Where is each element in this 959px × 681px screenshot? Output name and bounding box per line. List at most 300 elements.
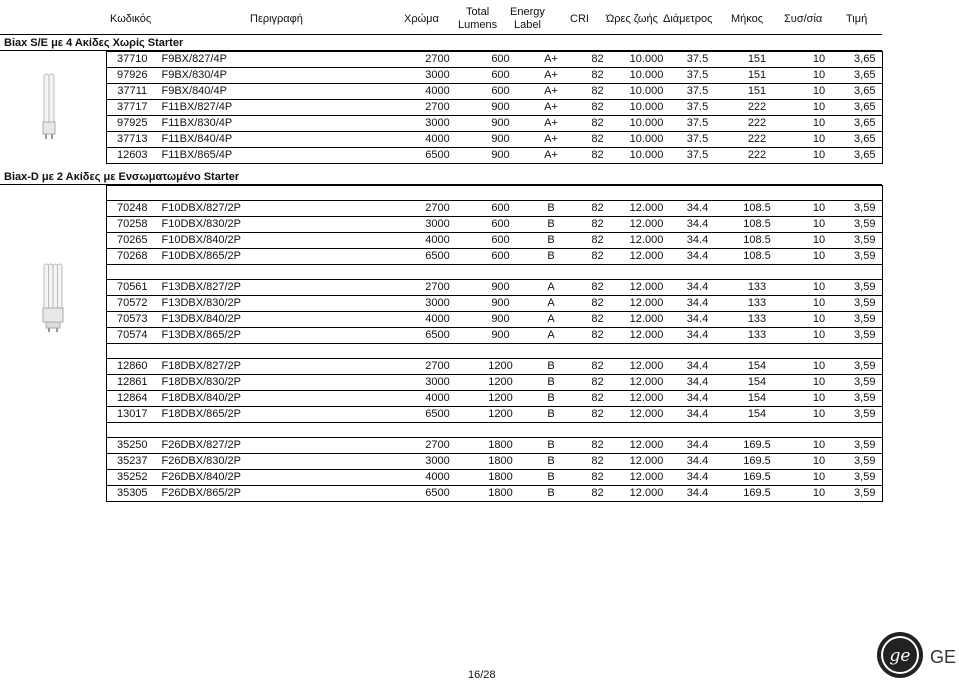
color-cell: 6500 — [403, 407, 473, 423]
price-cell: 3,59 — [848, 296, 883, 312]
energy-label-cell: A — [529, 328, 574, 344]
spacer-cell — [574, 186, 622, 201]
cri-cell: 82 — [574, 470, 622, 486]
table-row — [107, 296, 883, 312]
lumens-cell: 600 — [473, 68, 529, 84]
life-cell: 12.000 — [622, 296, 672, 312]
cri-cell: 82 — [574, 359, 622, 375]
spacer-cell — [529, 344, 574, 359]
table-row — [107, 454, 883, 470]
code-cell: 97926 — [107, 68, 158, 84]
description-cell: F11BX/865/4P — [158, 148, 403, 164]
description-cell: F11BX/830/4P — [158, 116, 403, 132]
diameter-cell: 34.4 — [672, 470, 724, 486]
color-cell: 6500 — [403, 328, 473, 344]
lumens-cell: 600 — [473, 249, 529, 265]
table-row — [107, 249, 883, 265]
code-cell: 35250 — [107, 438, 158, 454]
pack-cell: 10 — [791, 132, 848, 148]
spacer-cell — [724, 344, 791, 359]
pack-cell: 10 — [791, 359, 848, 375]
cri-cell: 82 — [574, 486, 622, 502]
price-cell: 3,59 — [848, 280, 883, 296]
description-cell: F18DBX/827/2P — [158, 359, 403, 375]
energy-label-cell: B — [529, 486, 574, 502]
spacer-cell — [158, 186, 403, 201]
spacer-cell — [622, 186, 672, 201]
life-cell: 10.000 — [622, 132, 672, 148]
length-cell: 222 — [724, 132, 791, 148]
price-cell: 3,65 — [848, 132, 883, 148]
table-row — [107, 280, 883, 296]
spacer-cell — [791, 423, 848, 438]
table-row — [107, 391, 883, 407]
spacer-cell — [529, 186, 574, 201]
energy-label-cell: A — [529, 280, 574, 296]
code-cell: 70248 — [107, 201, 158, 217]
description-cell: F10DBX/840/2P — [158, 233, 403, 249]
pack-cell: 10 — [791, 391, 848, 407]
energy-label-cell: A+ — [529, 100, 574, 116]
color-cell: 2700 — [403, 52, 473, 68]
price-cell: 3,59 — [848, 233, 883, 249]
ge-logo-text: GE — [930, 647, 957, 667]
cri-cell: 82 — [574, 407, 622, 423]
length-cell: 108.5 — [724, 249, 791, 265]
life-cell: 12.000 — [622, 375, 672, 391]
price-cell: 3,65 — [848, 84, 883, 100]
header-pack: Συσ/σία — [784, 13, 823, 25]
energy-label-cell: A+ — [529, 132, 574, 148]
pack-cell: 10 — [791, 233, 848, 249]
code-cell: 37710 — [107, 52, 158, 68]
code-cell: 12861 — [107, 375, 158, 391]
lumens-cell: 1800 — [473, 470, 529, 486]
table-row — [107, 132, 883, 148]
pack-cell: 10 — [791, 438, 848, 454]
energy-label-cell: B — [529, 438, 574, 454]
code-cell: 97925 — [107, 116, 158, 132]
length-cell: 133 — [724, 280, 791, 296]
table-biax-se — [106, 51, 883, 164]
description-cell: F9BX/827/4P — [158, 52, 403, 68]
lumens-cell: 1200 — [473, 391, 529, 407]
spacer-cell — [672, 265, 724, 280]
cri-cell: 82 — [574, 148, 622, 164]
spacer-cell — [473, 423, 529, 438]
life-cell: 10.000 — [622, 100, 672, 116]
lumens-cell: 600 — [473, 84, 529, 100]
length-cell: 133 — [724, 328, 791, 344]
lumens-cell: 900 — [473, 280, 529, 296]
group-spacer-row — [107, 423, 883, 438]
description-cell: F10DBX/865/2P — [158, 249, 403, 265]
energy-label-cell: A — [529, 296, 574, 312]
length-cell: 154 — [724, 359, 791, 375]
cri-cell: 82 — [574, 312, 622, 328]
length-cell: 154 — [724, 375, 791, 391]
diameter-cell: 37.5 — [672, 116, 724, 132]
price-cell: 3,65 — [848, 68, 883, 84]
header-lumens — [458, 6, 497, 32]
price-cell: 3,59 — [848, 375, 883, 391]
spacer-cell — [848, 265, 883, 280]
spacer-cell — [158, 423, 403, 438]
description-cell: F13DBX/840/2P — [158, 312, 403, 328]
diameter-cell: 34.4 — [672, 296, 724, 312]
code-cell: 70258 — [107, 217, 158, 233]
diameter-cell: 34.4 — [672, 280, 724, 296]
lumens-cell: 900 — [473, 148, 529, 164]
description-cell: F26DBX/840/2P — [158, 470, 403, 486]
energy-label-cell: B — [529, 407, 574, 423]
diameter-cell: 37.5 — [672, 132, 724, 148]
life-cell: 12.000 — [622, 391, 672, 407]
pack-cell: 10 — [791, 52, 848, 68]
table-row — [107, 328, 883, 344]
pack-cell: 10 — [791, 100, 848, 116]
description-cell: F13DBX/865/2P — [158, 328, 403, 344]
pack-cell: 10 — [791, 486, 848, 502]
spacer-cell — [791, 186, 848, 201]
cri-cell: 82 — [574, 375, 622, 391]
table-row — [107, 68, 883, 84]
cri-cell: 82 — [574, 454, 622, 470]
header-divider — [0, 34, 882, 35]
table-row — [107, 217, 883, 233]
lumens-cell: 1200 — [473, 407, 529, 423]
cri-cell: 82 — [574, 68, 622, 84]
cri-cell: 82 — [574, 280, 622, 296]
price-cell: 3,59 — [848, 201, 883, 217]
table-header — [0, 6, 959, 34]
pack-cell: 10 — [791, 84, 848, 100]
lumens-cell: 600 — [473, 233, 529, 249]
color-cell: 2700 — [403, 438, 473, 454]
spacer-cell — [473, 344, 529, 359]
spacer-cell — [107, 265, 158, 280]
life-cell: 12.000 — [622, 249, 672, 265]
life-cell: 12.000 — [622, 312, 672, 328]
description-cell: F13DBX/830/2P — [158, 296, 403, 312]
header-price: Τιμή — [846, 13, 868, 25]
color-cell: 3000 — [403, 375, 473, 391]
cri-cell: 82 — [574, 116, 622, 132]
table-row — [107, 375, 883, 391]
cri-cell: 82 — [574, 328, 622, 344]
color-cell: 4000 — [403, 470, 473, 486]
spacer-cell — [403, 423, 473, 438]
code-cell: 13017 — [107, 407, 158, 423]
description-cell: F26DBX/830/2P — [158, 454, 403, 470]
table-row — [107, 359, 883, 375]
life-cell: 12.000 — [622, 233, 672, 249]
group-spacer-row — [107, 186, 883, 201]
spacer-cell — [791, 265, 848, 280]
diameter-cell: 34.4 — [672, 454, 724, 470]
color-cell: 2700 — [403, 280, 473, 296]
spacer-cell — [107, 344, 158, 359]
price-cell: 3,59 — [848, 407, 883, 423]
pack-cell: 10 — [791, 407, 848, 423]
spacer-cell — [724, 265, 791, 280]
energy-label-cell: B — [529, 201, 574, 217]
description-cell: F10DBX/827/2P — [158, 201, 403, 217]
spacer-cell — [529, 265, 574, 280]
color-cell: 3000 — [403, 68, 473, 84]
spacer-cell — [473, 186, 529, 201]
table-row — [107, 52, 883, 68]
table-row — [107, 100, 883, 116]
description-cell: F9BX/830/4P — [158, 68, 403, 84]
diameter-cell: 34.4 — [672, 233, 724, 249]
price-cell: 3,59 — [848, 217, 883, 233]
lumens-cell: 900 — [473, 116, 529, 132]
color-cell: 4000 — [403, 84, 473, 100]
cri-cell: 82 — [574, 249, 622, 265]
lumens-cell: 1800 — [473, 486, 529, 502]
header-code: Κωδικός — [110, 13, 152, 25]
energy-label-cell: A+ — [529, 52, 574, 68]
diameter-cell: 34.4 — [672, 486, 724, 502]
lumens-cell: 1800 — [473, 454, 529, 470]
spacer-cell — [574, 344, 622, 359]
table-row — [107, 312, 883, 328]
length-cell: 222 — [724, 116, 791, 132]
header-energy-line1: Energy — [510, 6, 545, 18]
length-cell: 133 — [724, 312, 791, 328]
color-cell: 2700 — [403, 201, 473, 217]
price-cell: 3,59 — [848, 312, 883, 328]
price-cell: 3,65 — [848, 148, 883, 164]
length-cell: 169.5 — [724, 438, 791, 454]
spacer-cell — [574, 423, 622, 438]
color-cell: 3000 — [403, 454, 473, 470]
diameter-cell: 37.5 — [672, 68, 724, 84]
diameter-cell: 34.4 — [672, 201, 724, 217]
table-row — [107, 201, 883, 217]
pack-cell: 10 — [791, 312, 848, 328]
life-cell: 10.000 — [622, 116, 672, 132]
table-row — [107, 486, 883, 502]
price-cell: 3,65 — [848, 100, 883, 116]
energy-label-cell: B — [529, 249, 574, 265]
lumens-cell: 900 — [473, 312, 529, 328]
price-cell: 3,59 — [848, 454, 883, 470]
life-cell: 12.000 — [622, 407, 672, 423]
cri-cell: 82 — [574, 217, 622, 233]
description-cell: F26DBX/827/2P — [158, 438, 403, 454]
energy-label-cell: B — [529, 375, 574, 391]
diameter-cell: 37.5 — [672, 84, 724, 100]
header-life: Ώρες ζωής — [606, 13, 658, 25]
energy-label-cell: B — [529, 470, 574, 486]
price-cell: 3,59 — [848, 249, 883, 265]
spacer-cell — [529, 423, 574, 438]
spacer-cell — [622, 265, 672, 280]
life-cell: 10.000 — [622, 84, 672, 100]
life-cell: 12.000 — [622, 328, 672, 344]
diameter-cell: 34.4 — [672, 217, 724, 233]
color-cell: 3000 — [403, 217, 473, 233]
code-cell: 12864 — [107, 391, 158, 407]
header-diameter: Διάμετρος — [663, 13, 713, 25]
table-row — [107, 84, 883, 100]
length-cell: 133 — [724, 296, 791, 312]
length-cell: 108.5 — [724, 217, 791, 233]
pack-cell: 10 — [791, 296, 848, 312]
table-row — [107, 148, 883, 164]
lumens-cell: 900 — [473, 132, 529, 148]
energy-label-cell: A+ — [529, 148, 574, 164]
description-cell: F18DBX/865/2P — [158, 407, 403, 423]
spacer-cell — [574, 265, 622, 280]
price-cell: 3,65 — [848, 52, 883, 68]
spacer-cell — [724, 423, 791, 438]
life-cell: 10.000 — [622, 68, 672, 84]
life-cell: 10.000 — [622, 52, 672, 68]
header-color: Χρώμα — [404, 13, 439, 25]
life-cell: 12.000 — [622, 486, 672, 502]
energy-label-cell: B — [529, 359, 574, 375]
diameter-cell: 37.5 — [672, 100, 724, 116]
header-cri: CRI — [570, 13, 589, 25]
description-cell: F18DBX/840/2P — [158, 391, 403, 407]
energy-label-cell: B — [529, 391, 574, 407]
spacer-cell — [622, 423, 672, 438]
section-title-biax-se: Biax S/E με 4 Ακίδες Χωρίς Starter — [4, 37, 184, 49]
pack-cell: 10 — [791, 68, 848, 84]
spacer-cell — [403, 186, 473, 201]
code-cell: 12860 — [107, 359, 158, 375]
length-cell: 154 — [724, 391, 791, 407]
spacer-cell — [622, 344, 672, 359]
code-cell: 70573 — [107, 312, 158, 328]
diameter-cell: 34.4 — [672, 438, 724, 454]
length-cell: 108.5 — [724, 233, 791, 249]
code-cell: 37711 — [107, 84, 158, 100]
life-cell: 12.000 — [622, 280, 672, 296]
diameter-cell: 34.4 — [672, 359, 724, 375]
code-cell: 35237 — [107, 454, 158, 470]
table-row — [107, 438, 883, 454]
diameter-cell: 34.4 — [672, 249, 724, 265]
lumens-cell: 1200 — [473, 375, 529, 391]
diameter-cell: 37.5 — [672, 52, 724, 68]
length-cell: 169.5 — [724, 486, 791, 502]
price-cell: 3,59 — [848, 328, 883, 344]
spacer-cell — [158, 344, 403, 359]
energy-label-cell: B — [529, 233, 574, 249]
biax-s-lamp-image — [38, 72, 60, 140]
price-cell: 3,59 — [848, 438, 883, 454]
energy-label-cell: B — [529, 217, 574, 233]
color-cell: 4000 — [403, 312, 473, 328]
life-cell: 12.000 — [622, 217, 672, 233]
length-cell: 151 — [724, 52, 791, 68]
pack-cell: 10 — [791, 328, 848, 344]
lumens-cell: 900 — [473, 296, 529, 312]
code-cell: 70265 — [107, 233, 158, 249]
pack-cell: 10 — [791, 148, 848, 164]
lumens-cell: 1800 — [473, 438, 529, 454]
spacer-cell — [403, 265, 473, 280]
header-lumens-line2: Lumens — [458, 19, 498, 31]
header-energy-line2: Label — [513, 19, 541, 31]
length-cell: 151 — [724, 84, 791, 100]
color-cell: 4000 — [403, 233, 473, 249]
lumens-cell: 1200 — [473, 359, 529, 375]
spacer-cell — [848, 423, 883, 438]
spacer-cell — [107, 186, 158, 201]
table-biax-d — [106, 185, 883, 502]
color-cell: 3000 — [403, 296, 473, 312]
diameter-cell: 34.4 — [672, 407, 724, 423]
price-cell: 3,59 — [848, 359, 883, 375]
spacer-cell — [848, 186, 883, 201]
length-cell: 222 — [724, 100, 791, 116]
lumens-cell: 600 — [473, 217, 529, 233]
page-number: 16/28 — [468, 669, 496, 681]
spacer-cell — [791, 344, 848, 359]
section-title-biax-d: Biax-D με 2 Ακίδες με Ενσωματωμένο Starter — [4, 171, 240, 183]
ge-logo-icon — [876, 631, 924, 679]
code-cell: 37717 — [107, 100, 158, 116]
length-cell: 154 — [724, 407, 791, 423]
price-cell: 3,59 — [848, 391, 883, 407]
pack-cell: 10 — [791, 201, 848, 217]
lumens-cell: 900 — [473, 328, 529, 344]
header-length: Μήκος — [731, 13, 764, 25]
energy-label-cell: A+ — [529, 116, 574, 132]
life-cell: 12.000 — [622, 359, 672, 375]
diameter-cell: 37.5 — [672, 148, 724, 164]
pack-cell: 10 — [791, 470, 848, 486]
color-cell: 4000 — [403, 391, 473, 407]
spacer-cell — [724, 186, 791, 201]
energy-label-cell: A+ — [529, 68, 574, 84]
length-cell: 108.5 — [724, 201, 791, 217]
group-spacer-row — [107, 265, 883, 280]
table-row — [107, 233, 883, 249]
spacer-cell — [403, 344, 473, 359]
color-cell: 4000 — [403, 132, 473, 148]
length-cell: 151 — [724, 68, 791, 84]
table-row — [107, 407, 883, 423]
biax-d-lamp-image — [40, 262, 66, 332]
diameter-cell: 34.4 — [672, 391, 724, 407]
color-cell: 6500 — [403, 249, 473, 265]
length-cell: 222 — [724, 148, 791, 164]
life-cell: 12.000 — [622, 470, 672, 486]
life-cell: 12.000 — [622, 201, 672, 217]
diameter-cell: 34.4 — [672, 375, 724, 391]
code-cell: 70268 — [107, 249, 158, 265]
cri-cell: 82 — [574, 132, 622, 148]
cri-cell: 82 — [574, 296, 622, 312]
cri-cell: 82 — [574, 233, 622, 249]
cri-cell: 82 — [574, 100, 622, 116]
diameter-cell: 34.4 — [672, 328, 724, 344]
code-cell: 35252 — [107, 470, 158, 486]
cri-cell: 82 — [574, 438, 622, 454]
price-cell: 3,59 — [848, 486, 883, 502]
cri-cell: 82 — [574, 391, 622, 407]
life-cell: 12.000 — [622, 438, 672, 454]
cri-cell: 82 — [574, 52, 622, 68]
description-cell: F10DBX/830/2P — [158, 217, 403, 233]
header-lumens-line1: Total — [465, 6, 490, 18]
